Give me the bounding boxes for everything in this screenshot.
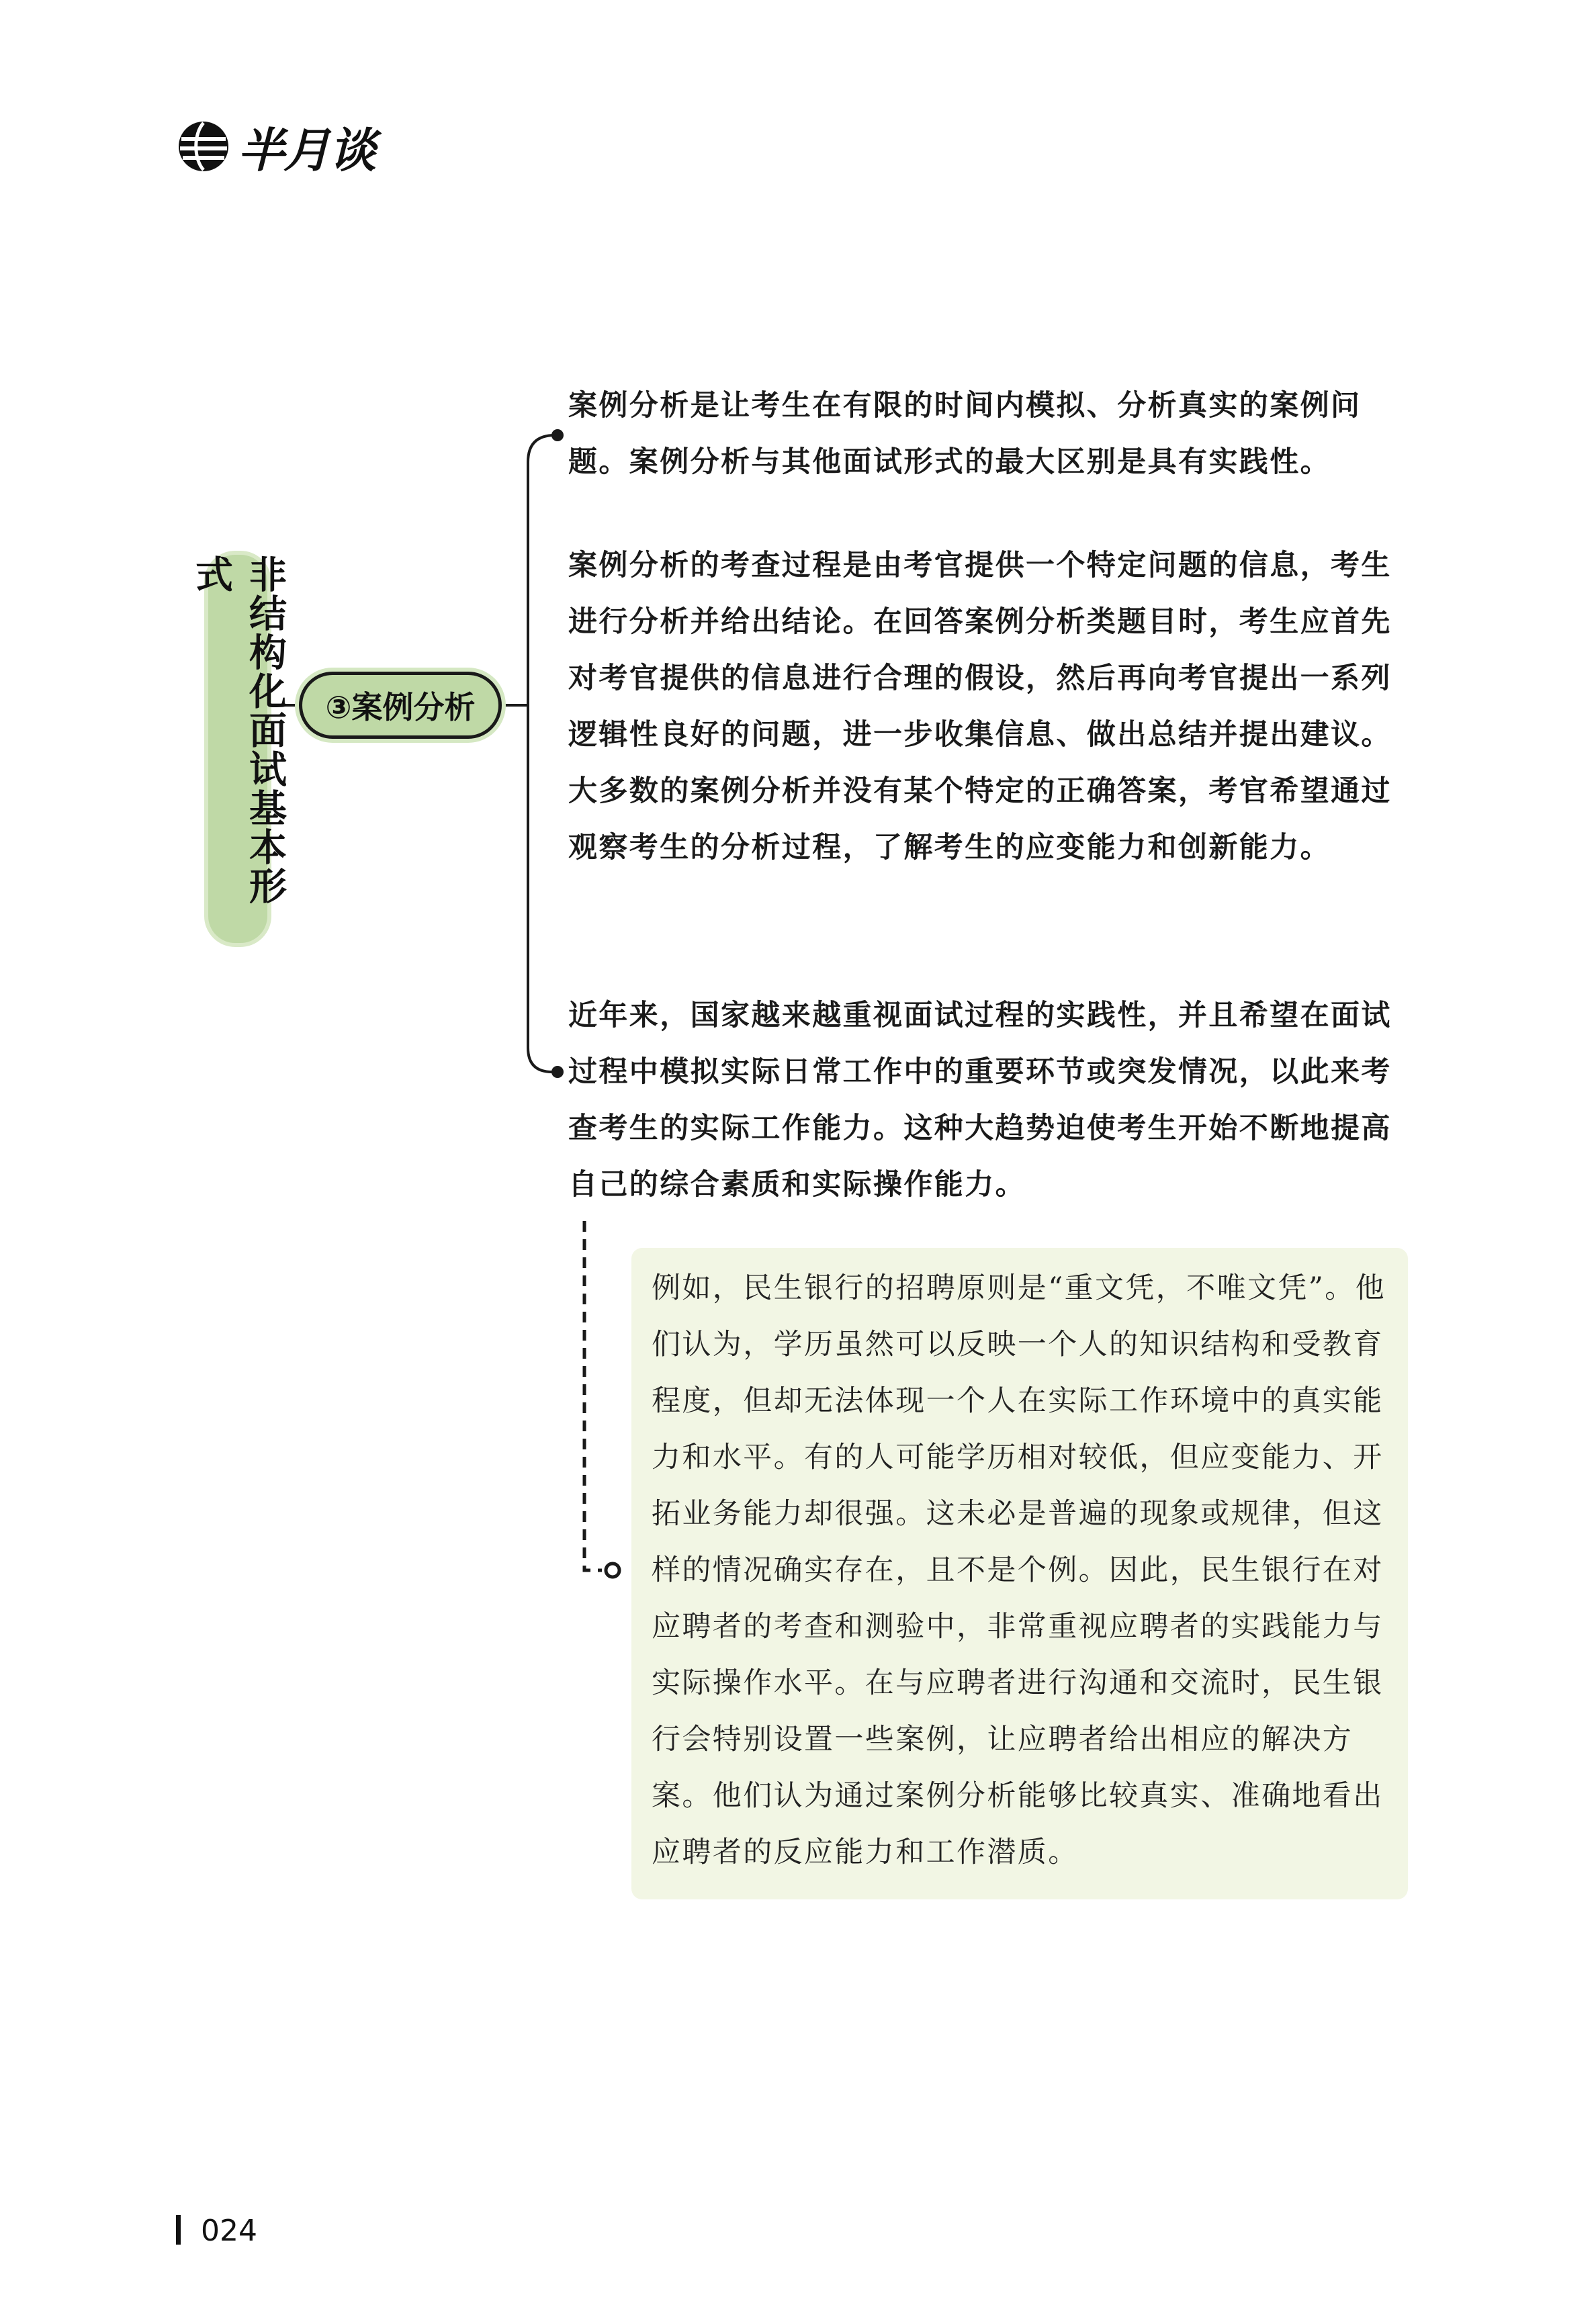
- logo-text: 半月谈: [238, 122, 375, 178]
- example-box: [631, 1248, 1408, 1899]
- paragraph-trend: 近年来，国家越来越重视面试过程的实践性，并且希望在面试过程中模拟实际日常工作中的重要环节或突发情况，以此来考查考生的实际工作能力。这种大趋势迫使考生开始不断地提高自己的综合素质和实际操作能力。: [568, 999, 1392, 1202]
- root-node-label: 非结构化面试基本形式: [189, 555, 287, 905]
- example-text: 例如，民生银行的招聘原则是“重文凭，不唯文凭”。他们认为，学历虽然可以反映一个人的知识结构和受教育程度，但却无法体现一个人在实际工作环境中的真实能力和水平。有的人可能学历相对较低，但应变能力、开拓业务能力却很强。这未必是普遍的现象或规律，但这样的情况确实存在，且不是个例。因此，民生银行在对应聘者的考查和测验中，非常重视应聘者的实践能力与实际操作水平。在与应聘者进行沟通和交流时，民生银行会特别设置一些案例，让应聘者给出相应的解决方案。他们认为通过案例分析能够比较真实、准确地看出应聘者的反应能力和工作潜质。: [652, 1271, 1386, 1869]
- page-number-text: 024: [201, 2214, 257, 2248]
- page-number: [176, 2214, 257, 2248]
- root-node: [189, 551, 287, 947]
- paragraph-definition: 案例分析是让考生在有限的时间内模拟、分析真实的案例问题。案例分析与其他面试形式的最大区别是具有实践性。: [568, 389, 1362, 479]
- page-number-bar: [176, 2215, 181, 2245]
- case-analysis-node: [299, 672, 502, 739]
- case-analysis-label: ③案例分析: [325, 689, 476, 725]
- paragraph-process: 案例分析的考查过程是由考官提供一个特定问题的信息，考生进行分析并给出结论。在回答案例分析类题目时，考生应首先对考官提供的信息进行合理的假设，然后再向考官提出一系列逻辑性良好的问题，进一步收集信息、做出总结并提出建议。大多数的案例分析并没有某个特定的正确答案，考官希望通过观察考生的分析过程，了解考生的应变能力和创新能力。: [568, 549, 1392, 864]
